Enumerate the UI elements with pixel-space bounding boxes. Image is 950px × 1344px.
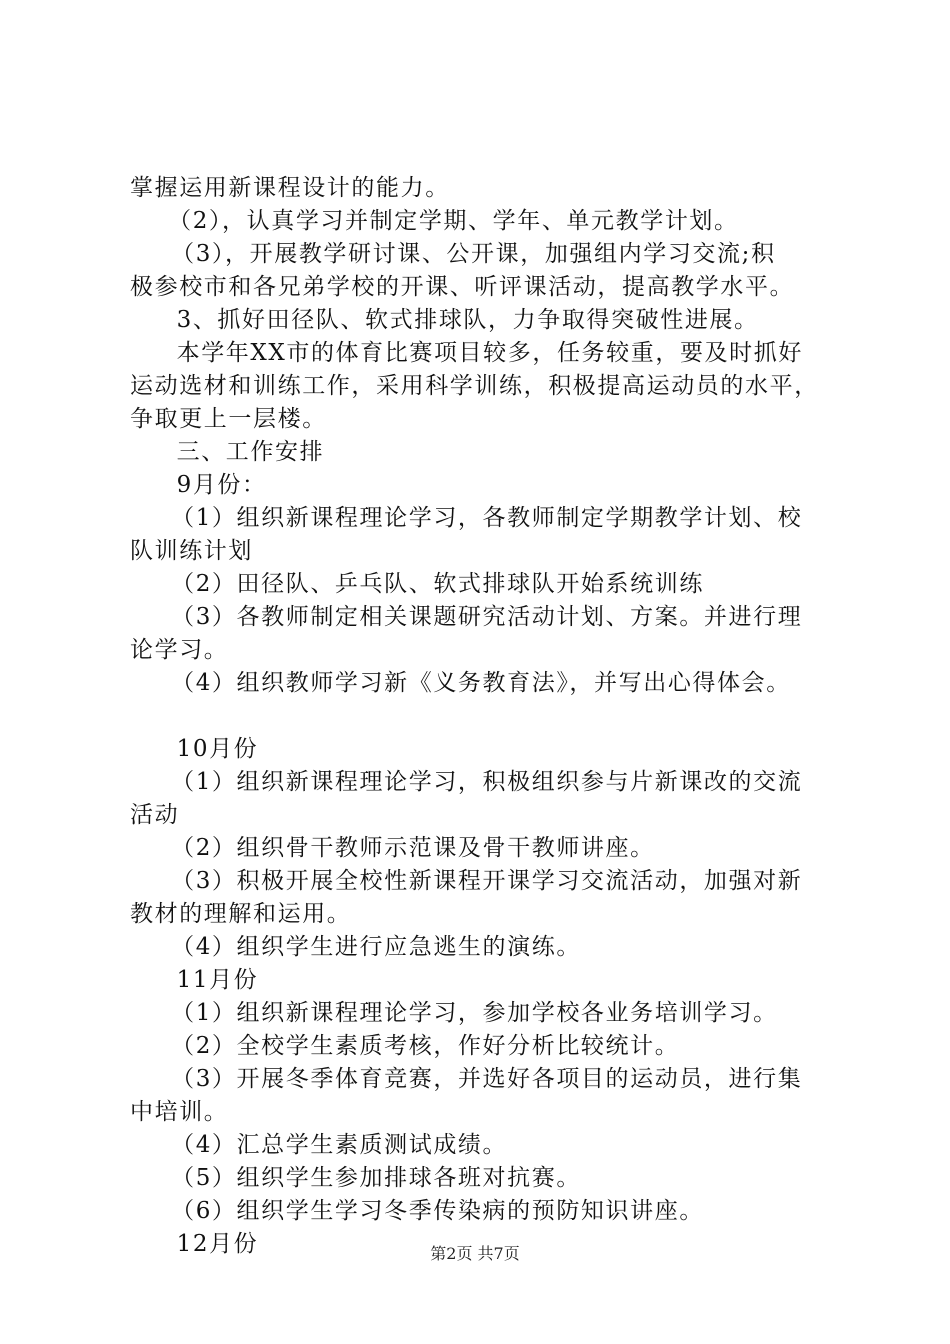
text-line: 运动选材和训练工作，采用科学训练，积极提高运动员的水平， [130,373,819,399]
text-line: （6）组织学生学习冬季传染病的预防知识讲座。 [158,1198,704,1224]
text-line: 活动 [130,802,180,828]
text-line: （5）组织学生参加排球各班对抗赛。 [158,1165,581,1191]
month-heading: 10月份 [152,736,259,762]
text-line: 论学习。 [130,637,229,663]
text-line: 中培训。 [130,1099,229,1125]
text-line: （4）组织教师学习新《义务教育法》，并写出心得体会。 [158,670,791,696]
text-line: （1）组织新课程理论学习，各教师制定学期教学计划、校 [158,505,803,531]
text-line: （3）积极开展全校性新课程开课学习交流活动，加强对新 [158,868,803,894]
text-line: 掌握运用新课程设计的能力。 [130,175,450,201]
text-line: （3）各教师制定相关课题研究活动计划、方案。并进行理 [158,604,803,630]
month-heading: 12月份 [152,1231,259,1257]
text-line: 教材的理解和运用。 [130,901,352,927]
text-line: （2）组织骨干教师示范课及骨干教师讲座。 [158,835,655,861]
month-heading: 9月份： [152,472,267,498]
text-line: （3），开展教学研讨课、公开课，加强组内学习交流;积 [158,241,776,267]
text-line: 3、抓好田径队、软式排球队，力争取得突破性进展。 [152,307,759,333]
text-line: （1）组织新课程理论学习，参加学校各业务培训学习。 [158,1000,778,1026]
text-line: （2）田径队、乒乓队、软式排球队开始系统训练 [158,571,704,597]
month-heading: 11月份 [152,967,259,993]
text-line: 极参校市和各兄弟学校的开课、听评课活动，提高教学水平。 [130,274,795,300]
text-line: （3）开展冬季体育竞赛，并选好各项目的运动员，进行集 [158,1066,803,1092]
text-line: 本学年XX市的体育比赛项目较多，任务较重，要及时抓好 [152,340,803,366]
text-line: 争取更上一层楼。 [130,406,327,432]
text-line: （1）组织新课程理论学习，积极组织参与片新课改的交流 [158,769,803,795]
text-line: （2）全校学生素质考核，作好分析比较统计。 [158,1033,680,1059]
section-heading: 三、工作安排 [152,439,325,465]
text-line: （4）汇总学生素质测试成绩。 [158,1132,508,1158]
text-line: （2），认真学习并制定学期、学年、单元教学计划。 [155,208,739,234]
text-line: （4）组织学生进行应急逃生的演练。 [158,934,581,960]
text-line: 队训练计划 [130,538,253,564]
page-footer: 第2页 共7页 [430,1244,520,1263]
